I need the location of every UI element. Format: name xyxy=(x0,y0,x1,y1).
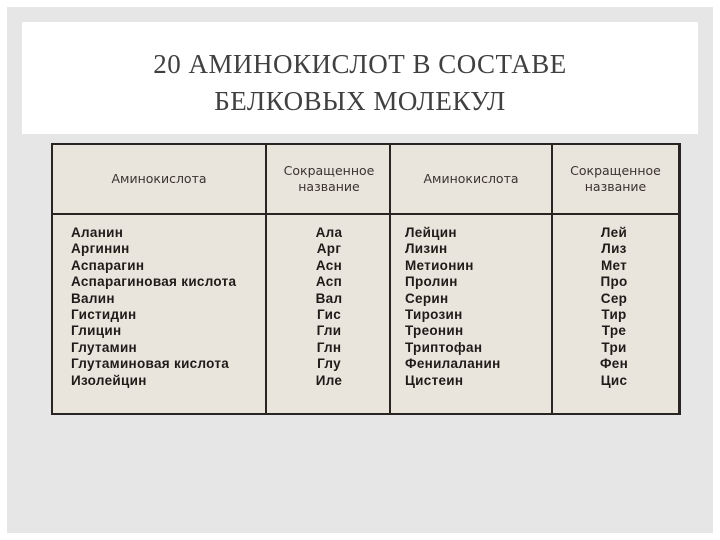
amino-acid-name: Серин xyxy=(405,290,449,306)
header-abbreviation-left: Сокращенное название xyxy=(283,163,375,194)
amino-acid-name: Лизин xyxy=(405,241,448,257)
amino-acid-name: Фенилаланин xyxy=(405,356,501,372)
amino-acid-abbreviation: Асн xyxy=(315,257,343,273)
amino-acid-abbreviation: Асп xyxy=(315,274,343,290)
amino-acid-name: Глутаминовая кислота xyxy=(71,356,230,372)
table-bottom-border xyxy=(53,413,678,415)
amino-acid-name: Аспарагиновая кислота xyxy=(71,274,237,290)
amino-acid-name: Аспарагин xyxy=(71,257,145,273)
amino-acid-abbreviation: Три xyxy=(601,339,627,355)
amino-acid-abbreviation: Лей xyxy=(600,225,628,240)
amino-acid-abbreviation: Глу xyxy=(317,356,341,372)
slide-title xyxy=(22,46,698,120)
amino-acid-name: Глицин xyxy=(71,323,122,339)
amino-acid-abbreviation: Гис xyxy=(316,306,342,322)
header-amino-acid-left: Аминокислота xyxy=(111,171,207,186)
table-top-border xyxy=(53,143,678,145)
amino-acid-abbreviation: Глн xyxy=(316,339,342,355)
amino-acid-name: Аланин xyxy=(71,225,124,240)
column-left-abbreviations xyxy=(269,225,389,389)
header-amino-acid-right: Аминокислота xyxy=(423,171,519,186)
amino-acid-name: Валин xyxy=(71,290,115,306)
title-band xyxy=(22,22,698,134)
amino-acid-abbreviation: Тре xyxy=(601,323,627,339)
column-left-names xyxy=(71,225,271,389)
amino-acid-name: Глутамин xyxy=(71,339,138,355)
amino-acid-abbreviation: Цис xyxy=(600,372,628,388)
amino-acid-abbreviation: Сер xyxy=(600,290,628,306)
column-right-abbreviations xyxy=(555,225,673,389)
amino-acid-name: Триптофан xyxy=(405,339,483,355)
header-abbreviation-right: Сокращенное название xyxy=(570,163,661,194)
slide-background xyxy=(7,7,713,533)
amino-acid-abbreviation: Тир xyxy=(601,306,627,322)
amino-acid-name: Пролин xyxy=(405,274,458,290)
amino-acid-abbreviation: Лиз xyxy=(601,241,627,257)
amino-acid-name: Изолейцин xyxy=(71,372,147,388)
amino-acid-name: Аргинин xyxy=(71,241,130,257)
amino-acid-name: Тирозин xyxy=(405,306,463,322)
column-right-names xyxy=(405,225,555,389)
amino-acid-abbreviation: Иле xyxy=(315,372,343,388)
amino-acid-abbreviation: Вал xyxy=(315,290,343,306)
amino-acid-name: Цистеин xyxy=(405,372,464,388)
amino-acid-name: Гистидин xyxy=(71,306,137,322)
amino-acid-name: Метионин xyxy=(405,257,474,273)
amino-acid-name: Лейцин xyxy=(405,225,457,240)
slide-title-line-2: БЕЛКОВЫХ МОЛЕКУЛ xyxy=(214,86,506,116)
slide-title-line-1: 20 АМИНОКИСЛОТ В СОСТАВЕ xyxy=(153,49,567,79)
amino-acid-abbreviation: Фен xyxy=(599,356,629,372)
amino-acid-abbreviation: Арг xyxy=(316,241,342,257)
amino-acid-table xyxy=(51,143,681,415)
header-divider xyxy=(53,213,678,215)
amino-acid-abbreviation: Мет xyxy=(600,257,628,273)
amino-acid-name: Треонин xyxy=(405,323,464,339)
amino-acid-abbreviation: Ала xyxy=(315,225,343,240)
amino-acid-abbreviation: Гли xyxy=(316,323,342,339)
amino-acid-abbreviation: Про xyxy=(600,274,628,290)
